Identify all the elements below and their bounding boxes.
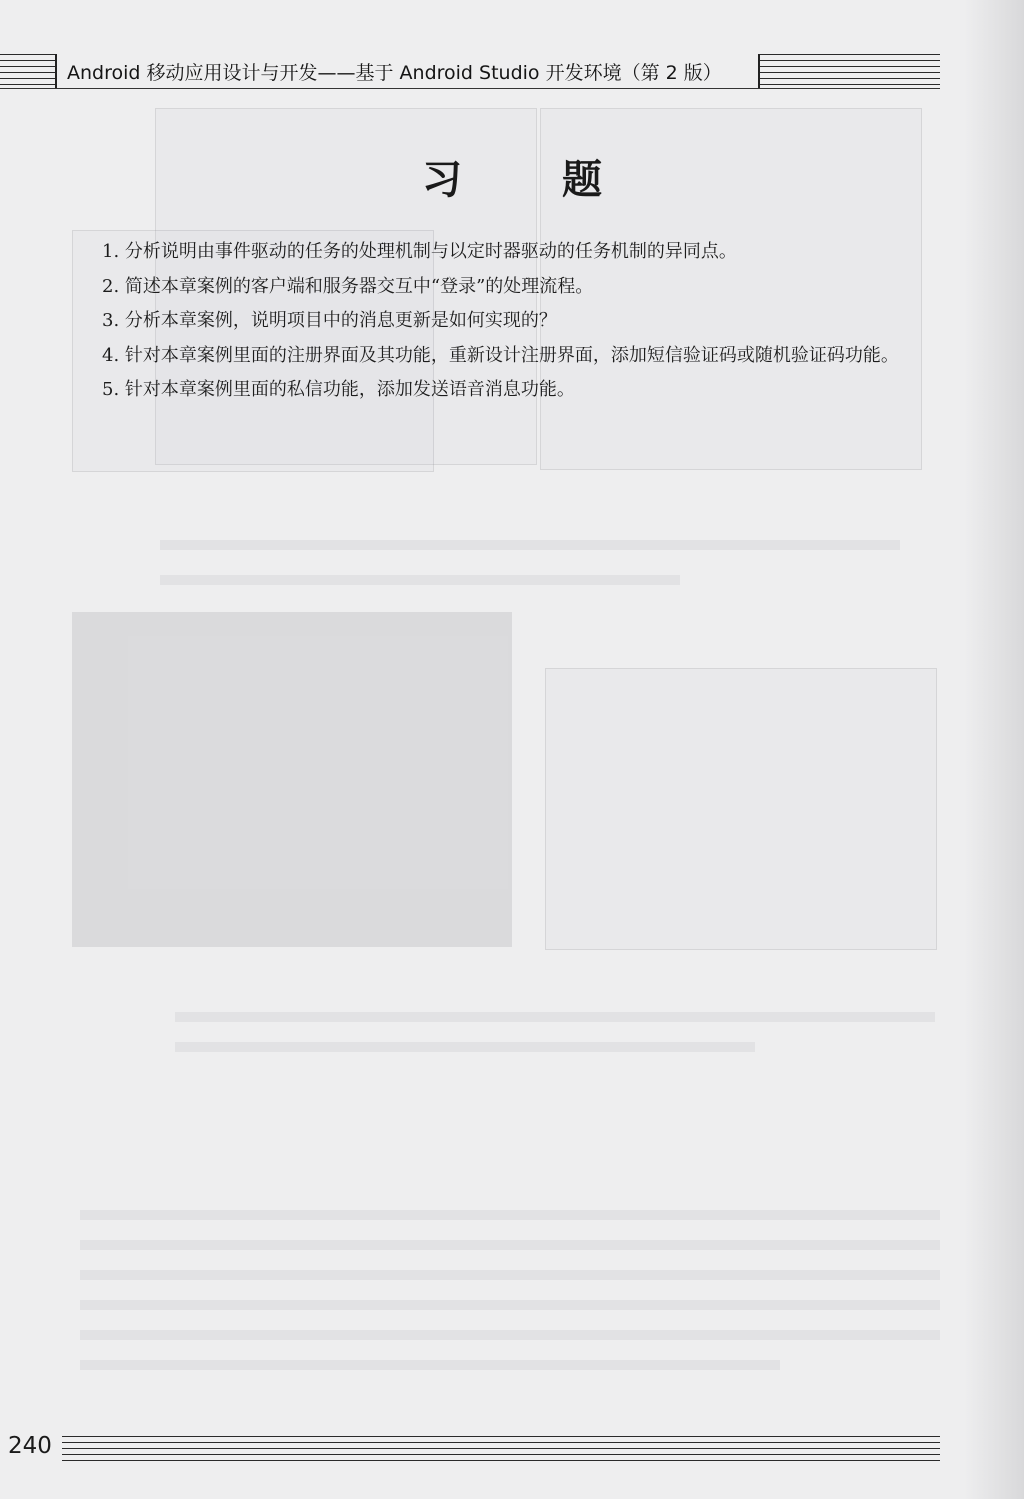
exercise-item: 5. 针对本章案例里面的私信功能，添加发送语音消息功能。 — [102, 379, 575, 401]
exercise-item: 2. 简述本章案例的客户端和服务器交互中“登录”的处理流程。 — [102, 275, 594, 297]
page-number: 240 — [8, 1433, 52, 1459]
book-title-label: Android 移动应用设计与开发——基于 Android Studio 开发环境（第 2 版） — [55, 54, 760, 88]
exercise-item: 1. 分析说明由事件驱动的任务的处理机制与以定时器驱动的任务机制的异同点。 — [102, 241, 737, 262]
exercise-item: 3. 分析本章案例，说明项目中的消息更新是如何实现的？ — [102, 310, 557, 332]
section-title: 习题 — [422, 157, 702, 203]
exercise-list — [58, 235, 944, 408]
exercise-item: 4. 针对本章案例里面的注册界面及其功能，重新设计注册界面，添加短信验证码或随机验证码功能。 — [102, 344, 899, 366]
paper-edge-shadow — [964, 0, 1024, 1499]
